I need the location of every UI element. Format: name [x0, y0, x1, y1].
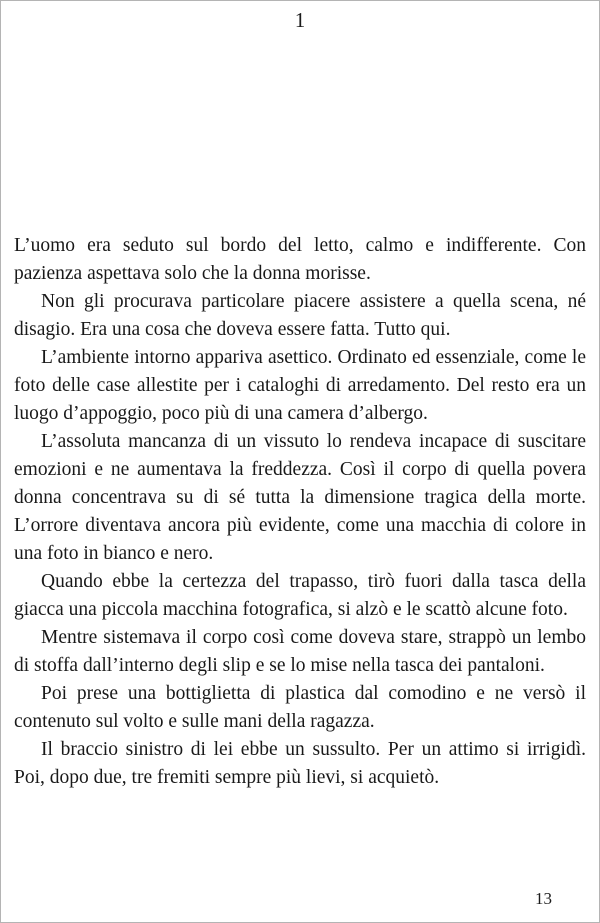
paragraph-5: Quando ebbe la certezza del trapasso, tirò fuori dalla tasca della giacca una piccola macchina fotografica, si alzò e le scattò alcune foto.	[14, 571, 586, 620]
body-text	[14, 232, 586, 792]
paragraph-1: L’uomo era seduto sul bordo del letto, calmo e indifferente. Con pazienza aspettava solo che la donna morisse.	[14, 235, 586, 284]
paragraph-7: Poi prese una bottiglietta di plastica dal comodino e ne versò il contenuto sul volto e sulle mani della ragazza.	[14, 683, 586, 732]
paragraph-8: Il braccio sinistro di lei ebbe un sussulto. Per un attimo si irrigidì. Poi, dopo due, tre fremiti sempre più lievi, si acquietò.	[14, 739, 586, 788]
chapter-number: 1	[294, 8, 306, 32]
paragraph-4: L’assoluta mancanza di un vissuto lo rendeva incapace di suscitare emozioni e ne aumentava la freddezza. Così il corpo di quella povera donna concentrava su di sé tutta la dimensione tragica della morte. L’orrore diventava ancora più evidente, come una macchia di colore in una foto in bianco e nero.	[14, 431, 586, 564]
paragraph-3: L’ambiente intorno appariva asettico. Ordinato ed essenziale, come le foto delle case allestite per i cataloghi di arredamento. Del resto era un luogo d’appoggio, poco più di una camera d’albergo.	[14, 347, 586, 424]
paragraph-6: Mentre sistemava il corpo così come doveva stare, strappò un lembo di stoffa dall’interno degli slip e se lo mise nella tasca dei pantaloni.	[14, 627, 586, 676]
paragraph-2: Non gli procurava particolare piacere assistere a quella scena, né disagio. Era una cosa che doveva essere fatta. Tutto qui.	[14, 291, 586, 340]
page-number: 13	[535, 889, 552, 908]
